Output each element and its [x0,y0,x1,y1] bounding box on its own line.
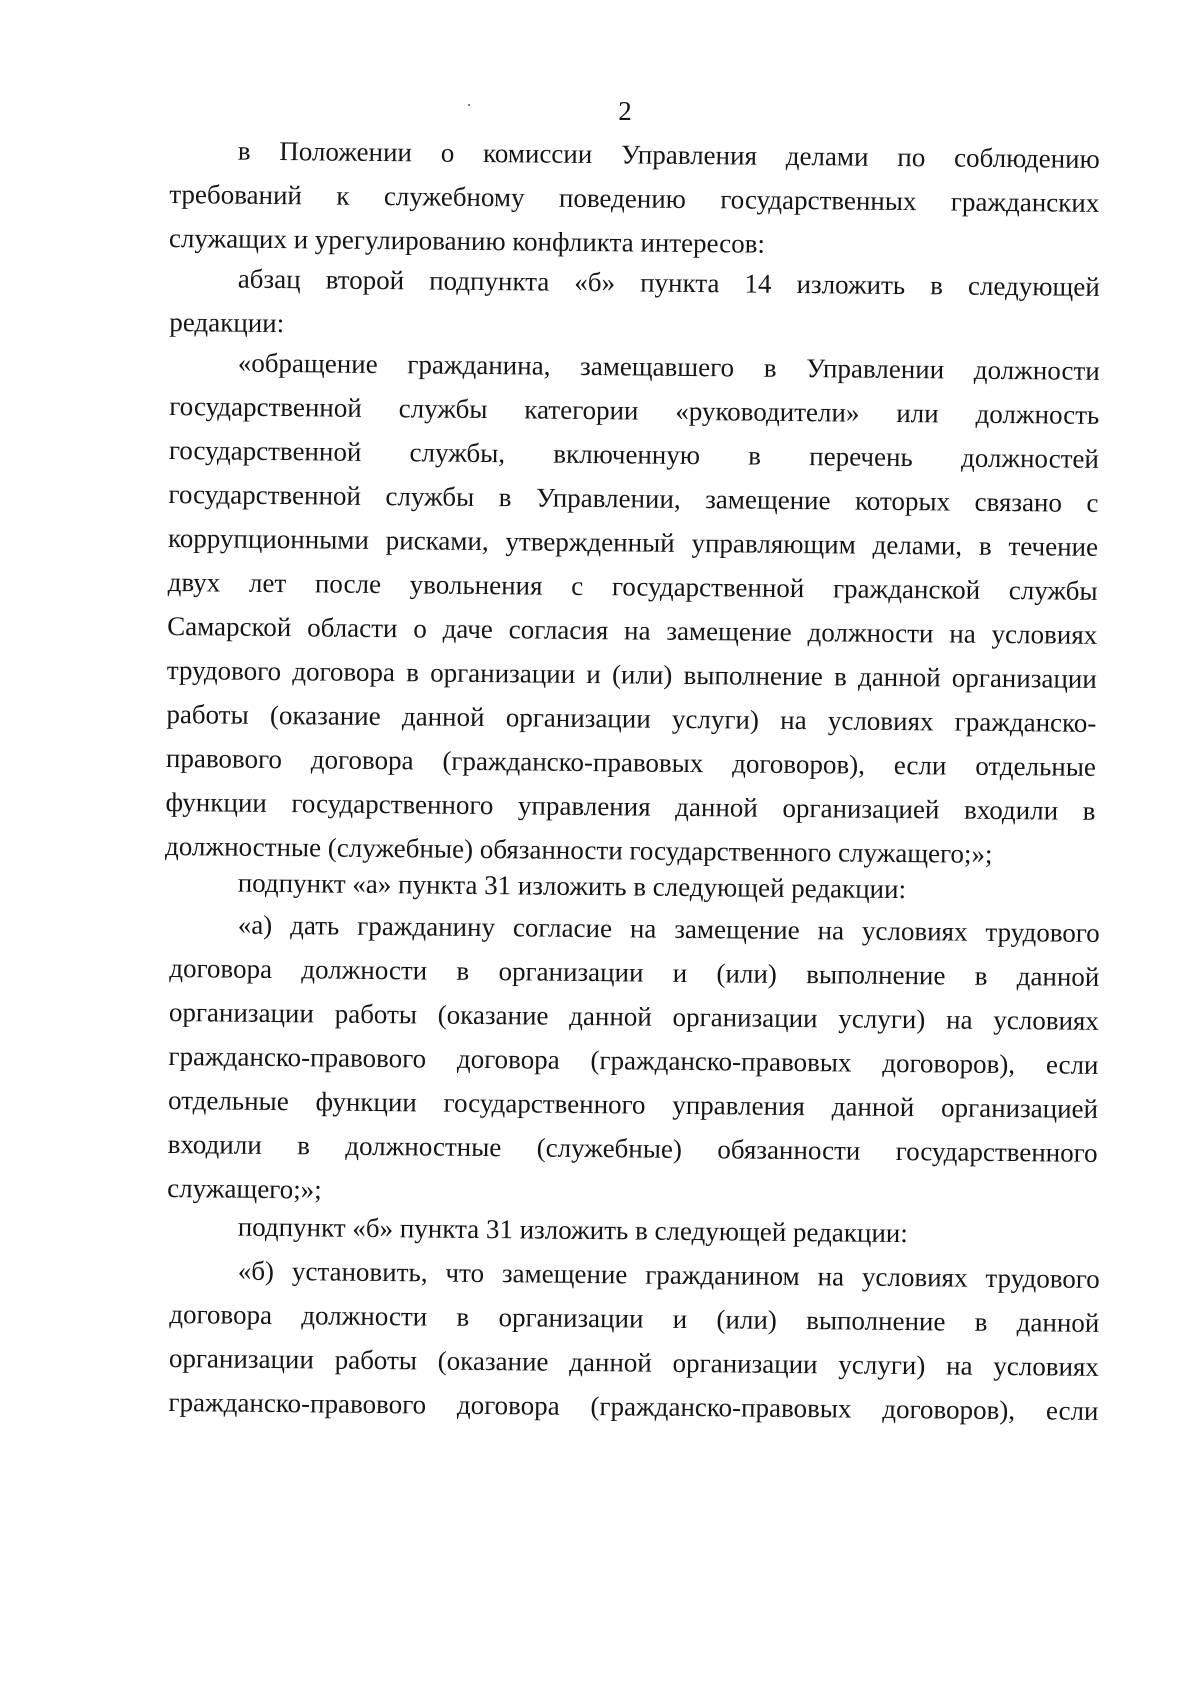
text-line: требований к служебному поведению государственных гражданских [169,178,1100,218]
paragraph-citizen-appeal [165,340,1100,877]
text-line: «обращение гражданина, замещавшего в Управлении должности [237,347,1100,386]
text-line: абзац второй подпункта «б» пункта 14 изложить в следующей [237,263,1100,302]
text-line: гражданско-правового договора (гражданско-правовых договоров), если [168,1386,1099,1426]
scan-speck [468,104,470,106]
page-number: 2 [618,96,632,126]
text-line: «а) дать гражданину согласие на замещение на условиях трудового [237,909,1100,948]
text-line: договора должности в организации и (или) выполнение в данной [169,952,1100,992]
text-line: гражданско-правового договора (гражданско-правовых договоров), если [168,1040,1099,1080]
text-line: организации работы (оказание данной организации услуги) на условиях [168,1342,1100,1382]
text-line: входили в должностные (служебные) обязанности государственного [167,1128,1098,1168]
text-line: государственной службы категории «руководители» или должность [169,390,1100,430]
text-line: правового договора (гражданско-правовых договоров), если отдельные [165,742,1097,782]
paragraph-commission-regulation [169,128,1100,269]
text-line: в Положении о комиссии Управления делами по соблюдению [237,135,1100,174]
text-line: «б) установить, что замещение гражданином на условиях трудового [237,1255,1100,1294]
text-line: двух лет после увольнения с государственной гражданской службы [167,566,1098,606]
text-line: редакции: [169,306,285,339]
text-line: подпункт «а» пункта 31 изложить в следующей редакции: [237,867,907,905]
paragraph-consent-a [167,902,1100,1219]
text-line: должностные (служебные) обязанности государственного служащего;»; [164,830,993,869]
text-line: государственной службы в Управлении, замещение которых связано с [168,478,1099,518]
text-line: подпункт «б» пункта 31 изложить в следующей редакции: [237,1211,908,1249]
text-line: функции государственного управления данной организацией входили в [165,786,1096,826]
text-line: государственной службы, включенную в перечень должностей [168,434,1100,474]
text-line: Самарской области о даче согласия на замещение должности на условиях [167,610,1098,650]
text-line: работы (оказание данной организации услуги) на условиях гражданско- [166,698,1097,738]
text-line: трудового договора в организации и (или) выполнение в данной организации [166,654,1097,694]
paragraph-subparagraph-b-14 [169,256,1100,353]
text-line: служащего;»; [167,1172,322,1205]
text-line: коррупционными рисками, утвержденный управляющим делами, в течение [167,522,1099,562]
paragraph-establish-b [168,1248,1100,1433]
text-line: отдельные функции государственного управления данной организацией [167,1084,1099,1124]
text-line: организации работы (оказание данной организации услуги) на условиях [168,996,1100,1036]
text-line: служащих и урегулированию конфликта интересов: [168,222,766,259]
text-line: договора должности в организации и (или) выполнение в данной [169,1298,1100,1338]
